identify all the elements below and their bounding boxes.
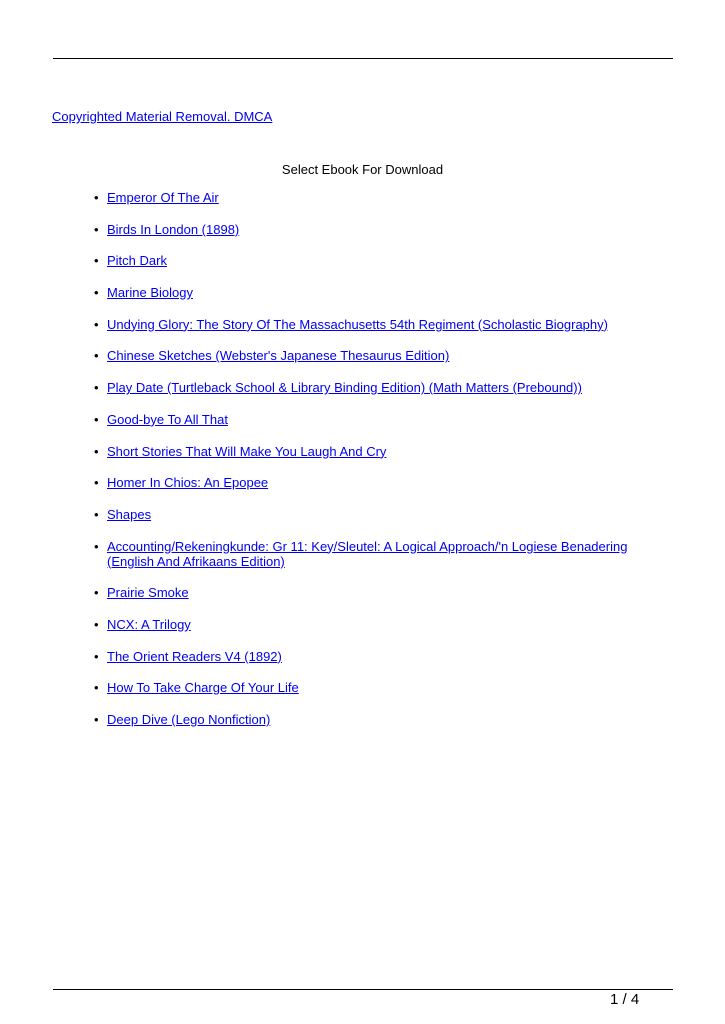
list-item: [90, 317, 675, 332]
bullet-icon: •: [94, 680, 99, 696]
bullet-icon: •: [94, 443, 99, 459]
bullet-icon: •: [94, 316, 99, 332]
ebook-link[interactable]: Accounting/Rekeningkunde: Gr 11: Key/Sleutel: A Logical Approach/'n Logiese Benadering (English And Afrikaans Edition): [107, 538, 628, 569]
ebook-link[interactable]: How To Take Charge Of Your Life: [107, 680, 299, 696]
list-item: [90, 412, 675, 427]
bullet-icon: •: [94, 190, 99, 205]
list-item: [90, 712, 675, 727]
ebook-link[interactable]: Prairie Smoke: [107, 585, 189, 601]
ebook-link[interactable]: Chinese Sketches (Webster's Japanese Thesaurus Edition): [107, 348, 450, 364]
bullet-icon: •: [94, 285, 99, 301]
ebook-link[interactable]: Pitch Dark: [107, 253, 167, 269]
list-item: [90, 380, 675, 395]
page-number: 1 / 4: [610, 991, 640, 1008]
bullet-icon: •: [94, 585, 99, 601]
list-item: [90, 617, 675, 632]
bottom-divider: [53, 989, 673, 990]
list-item: [90, 507, 675, 522]
ebook-link[interactable]: Marine Biology: [107, 285, 193, 301]
list-item: [90, 222, 675, 237]
bullet-icon: •: [94, 475, 99, 491]
bullet-icon: •: [94, 712, 99, 727]
bullet-icon: •: [94, 411, 99, 427]
bullet-icon: •: [94, 648, 99, 664]
page-heading: Select Ebook For Download: [281, 162, 444, 177]
top-divider: [53, 58, 673, 59]
ebook-link[interactable]: Deep Dive (Lego Nonfiction): [107, 712, 271, 727]
ebook-link[interactable]: Short Stories That Will Make You Laugh And Cry: [107, 443, 387, 459]
list-item: [90, 649, 675, 664]
ebook-link[interactable]: Emperor Of The Air: [107, 190, 219, 205]
list-item: [90, 348, 675, 363]
bullet-icon: •: [94, 538, 99, 554]
bullet-icon: •: [94, 348, 99, 364]
list-item: [90, 444, 675, 459]
ebook-link[interactable]: Undying Glory: The Story Of The Massachusetts 54th Regiment (Scholastic Biography): [107, 316, 608, 332]
ebook-link[interactable]: Homer In Chios: An Epopee: [107, 475, 269, 491]
ebook-link[interactable]: Birds In London (1898): [107, 221, 240, 237]
list-item: [90, 285, 675, 300]
list-item: [90, 680, 675, 695]
ebook-link[interactable]: NCX: A Trilogy: [107, 616, 191, 632]
bullet-icon: •: [94, 253, 99, 269]
bullet-icon: •: [94, 506, 99, 522]
bullet-icon: •: [94, 221, 99, 237]
dmca-link[interactable]: Copyrighted Material Removal. DMCA: [52, 109, 273, 124]
bullet-icon: •: [94, 380, 99, 396]
ebook-link[interactable]: The Orient Readers V4 (1892): [107, 648, 282, 664]
list-item: [90, 190, 675, 205]
ebook-link[interactable]: Shapes: [107, 506, 152, 522]
bullet-icon: •: [94, 616, 99, 632]
list-item: [90, 585, 675, 600]
ebook-link[interactable]: Play Date (Turtleback School & Library Binding Edition) (Math Matters (Prebound)): [107, 380, 582, 396]
list-item: [90, 253, 675, 268]
list-item: [90, 539, 675, 569]
ebook-list: [90, 190, 675, 744]
ebook-link[interactable]: Good-bye To All That: [107, 411, 228, 427]
list-item: [90, 475, 675, 490]
